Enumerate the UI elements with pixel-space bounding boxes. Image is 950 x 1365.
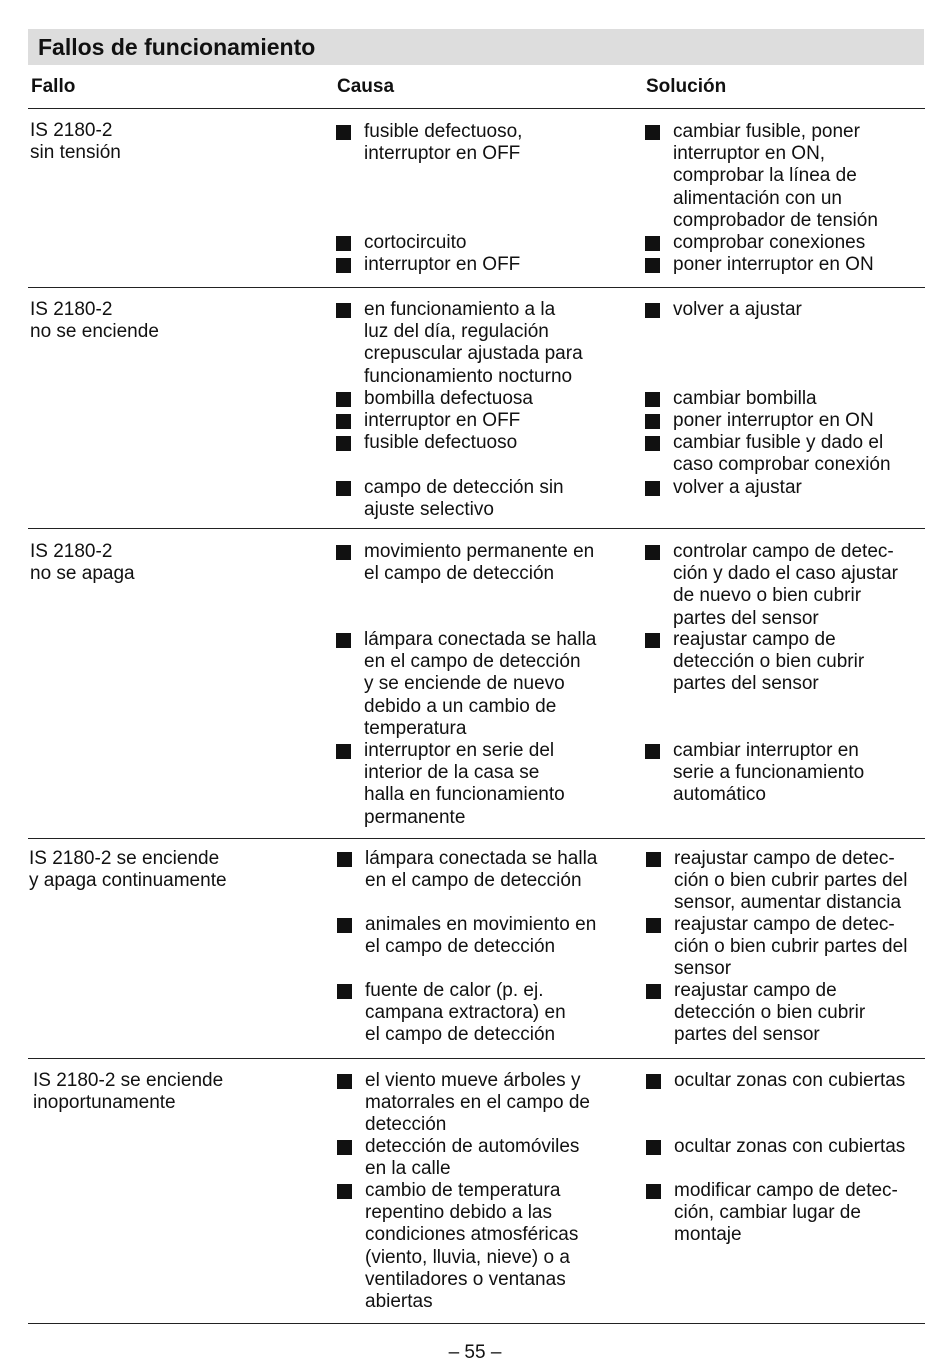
bullet-square-icon [336,481,351,496]
bullet-square-icon [336,303,351,318]
header-fallo: Fallo [31,76,76,97]
bullet-square-icon [646,1140,661,1155]
row-divider [28,838,925,839]
bullet-square-icon [336,633,351,648]
bullet-square-icon [645,744,660,759]
bullet-square-icon [336,258,351,273]
bullet-square-icon [336,545,351,560]
page-number: – 55 – [448,1342,502,1363]
header-solucion: Solución [646,76,727,97]
bullet-square-icon [337,852,352,867]
page-title: Fallos de funcionamiento [28,29,924,65]
bullet-square-icon [645,545,660,560]
bullet-square-icon [645,236,660,251]
bullet-square-icon [645,633,660,648]
row-0-fallo: IS 2180-2 sin tensión [30,120,121,164]
row-3-fallo: IS 2180-2 se enciende y apaga continuamente [29,848,227,892]
bullet-square-icon [645,481,660,496]
bullet-square-icon [337,1140,352,1155]
header-rule [28,108,925,109]
header-causa: Causa [337,76,395,97]
bullet-square-icon [645,125,660,140]
bullet-square-icon [646,984,661,999]
bullet-square-icon [646,1074,661,1089]
row-divider [28,287,925,288]
bullet-square-icon [336,125,351,140]
row-2-fallo: IS 2180-2 no se apaga [30,541,135,585]
bullet-square-icon [645,414,660,429]
bullet-square-icon [337,1074,352,1089]
bullet-square-icon [645,303,660,318]
bullet-square-icon [646,1184,661,1199]
bullet-square-icon [336,236,351,251]
bullet-square-icon [645,436,660,451]
row-divider [28,528,925,529]
bullet-square-icon [336,392,351,407]
bullet-square-icon [645,392,660,407]
table-bottom-rule [28,1323,925,1324]
bullet-square-icon [337,1184,352,1199]
bullet-square-icon [645,258,660,273]
bullet-square-icon [336,744,351,759]
bullet-square-icon [337,984,352,999]
bullet-square-icon [336,436,351,451]
bullet-square-icon [337,918,352,933]
bullet-square-icon [646,918,661,933]
row-4-fallo: IS 2180-2 se enciende inoportunamente [33,1070,224,1114]
bullet-square-icon [336,414,351,429]
bullet-square-icon [646,852,661,867]
row-1-fallo: IS 2180-2 no se enciende [30,299,159,343]
row-divider [28,1058,925,1059]
